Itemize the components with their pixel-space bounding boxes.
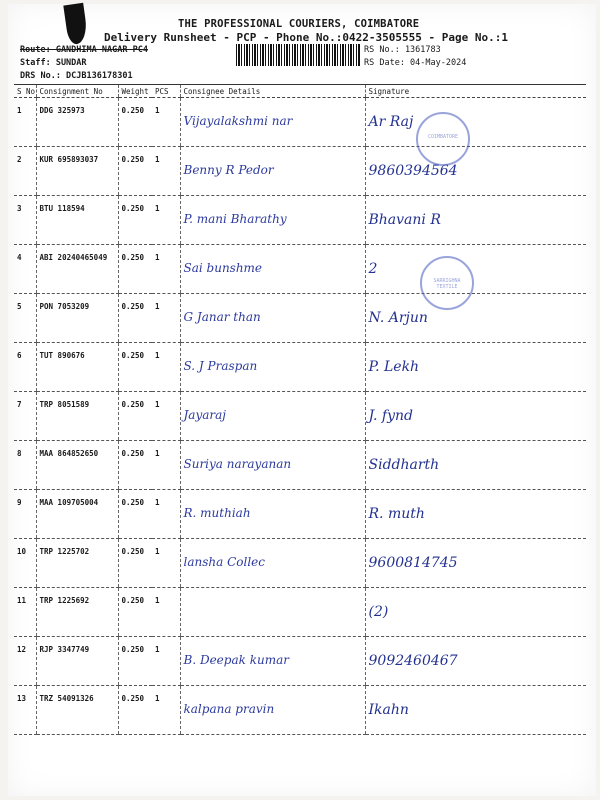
stamp-seal-2 — [420, 256, 474, 310]
delivery-table — [14, 84, 586, 735]
row-consignment: MAA 109705004 — [36, 490, 118, 539]
handwritten-consignee: P. mani Bharathy — [183, 212, 287, 226]
row-weight: 0.250 — [118, 490, 152, 539]
row-consignee — [180, 686, 365, 735]
handwritten-signature: 9600814745 — [368, 555, 458, 571]
handwritten-signature: N. Arjun — [368, 310, 428, 326]
row-sno: 6 — [14, 343, 36, 392]
row-sno: 5 — [14, 294, 36, 343]
row-sno: 9 — [14, 490, 36, 539]
route-label: Route: GANDHIMA NAGAR PC4 — [20, 45, 148, 55]
row-consignee — [180, 539, 365, 588]
row-consignment: TRP 1225702 — [36, 539, 118, 588]
barcode-icon — [236, 44, 360, 66]
row-weight: 0.250 — [118, 196, 152, 245]
row-sno: 3 — [14, 196, 36, 245]
row-sno: 2 — [14, 147, 36, 196]
handwritten-signature: R. muth — [368, 506, 425, 522]
row-consignee — [180, 147, 365, 196]
handwritten-consignee: Jayaraj — [183, 408, 227, 422]
row-sno: 10 — [14, 539, 36, 588]
row-weight: 0.250 — [118, 392, 152, 441]
row-consignee — [180, 441, 365, 490]
table-row — [14, 245, 586, 294]
row-consignee — [180, 245, 365, 294]
runsheet-subtitle: Delivery Runsheet - PCP - Phone No.:0422-3505555 - Page No.:1 — [104, 31, 508, 44]
row-consignee — [180, 196, 365, 245]
row-signature — [365, 490, 586, 539]
handwritten-signature: J. fynd — [368, 408, 413, 424]
row-consignee — [180, 98, 365, 147]
row-consignment: PON 7053209 — [36, 294, 118, 343]
row-sno: 11 — [14, 588, 36, 637]
row-pcs: 1 — [152, 196, 180, 245]
handwritten-consignee: kalpana pravin — [183, 702, 275, 716]
row-consignment: ABI 20240465049 — [36, 245, 118, 294]
stamp-1-text: COIMBATORE — [427, 134, 459, 140]
handwritten-consignee: lansha Collec — [183, 555, 265, 569]
row-signature — [365, 196, 586, 245]
handwritten-signature: 2 — [368, 261, 378, 277]
row-consignee — [180, 392, 365, 441]
drs-number: DRS No.: DCJB136178301 — [20, 71, 133, 81]
col-weight: Weight — [118, 85, 152, 98]
row-pcs: 1 — [152, 294, 180, 343]
row-pcs: 1 — [152, 637, 180, 686]
handwritten-signature: 9092460467 — [368, 653, 458, 669]
row-consignee — [180, 343, 365, 392]
handwritten-signature: Siddharth — [368, 457, 440, 473]
row-weight: 0.250 — [118, 343, 152, 392]
table-row — [14, 98, 586, 147]
col-consignment: Consignment No — [36, 85, 118, 98]
row-consignment: MAA 864852650 — [36, 441, 118, 490]
row-pcs: 1 — [152, 147, 180, 196]
runsheet-meta-right — [364, 44, 466, 70]
col-pcs: PCS — [152, 85, 180, 98]
row-consignment: RJP 3347749 — [36, 637, 118, 686]
table-row — [14, 196, 586, 245]
row-consignee — [180, 294, 365, 343]
stamp-seal-1 — [416, 112, 470, 166]
row-pcs: 1 — [152, 490, 180, 539]
row-consignment: BTU 118594 — [36, 196, 118, 245]
handwritten-signature: Ar Raj — [368, 114, 414, 130]
row-signature — [365, 294, 586, 343]
handwritten-consignee: Vijayalakshmi nar — [183, 114, 293, 128]
handwritten-consignee: G Janar than — [183, 310, 261, 324]
row-weight: 0.250 — [118, 147, 152, 196]
row-pcs: 1 — [152, 588, 180, 637]
row-sno: 4 — [14, 245, 36, 294]
table-row — [14, 686, 586, 735]
row-weight: 0.250 — [118, 686, 152, 735]
row-pcs: 1 — [152, 686, 180, 735]
row-weight: 0.250 — [118, 441, 152, 490]
row-signature — [365, 343, 586, 392]
table-row — [14, 637, 586, 686]
table-row — [14, 343, 586, 392]
col-consignee: Consignee Details — [180, 85, 365, 98]
staff-label: Staff: SUNDAR — [20, 58, 87, 68]
row-pcs: 1 — [152, 392, 180, 441]
handwritten-signature: 9860394564 — [368, 163, 458, 179]
table-row — [14, 147, 586, 196]
table-row — [14, 441, 586, 490]
row-consignment: TRP 1225692 — [36, 588, 118, 637]
row-weight: 0.250 — [118, 98, 152, 147]
handwritten-signature: Ikahn — [368, 702, 409, 718]
table-row — [14, 392, 586, 441]
row-sno: 7 — [14, 392, 36, 441]
table-row — [14, 490, 586, 539]
row-weight: 0.250 — [118, 294, 152, 343]
table-row — [14, 539, 586, 588]
row-pcs: 1 — [152, 539, 180, 588]
row-sno: 13 — [14, 686, 36, 735]
row-signature — [365, 588, 586, 637]
row-sno: 1 — [14, 98, 36, 147]
row-pcs: 1 — [152, 98, 180, 147]
company-title: THE PROFESSIONAL COURIERS, COIMBATORE — [178, 18, 420, 30]
handwritten-consignee: R. muthiah — [183, 506, 251, 520]
handwritten-signature: (2) — [368, 604, 389, 620]
runsheet-page — [8, 4, 596, 796]
col-signature: Signature — [365, 85, 586, 98]
stamp-2-text: SARRIGHNA TEXTILE — [433, 278, 461, 290]
rs-number: RS No.: 1361783 — [364, 45, 441, 55]
row-consignment: TUT 890676 — [36, 343, 118, 392]
row-consignment: TRP 8051589 — [36, 392, 118, 441]
handwritten-consignee: Suriya narayanan — [183, 457, 292, 471]
table-row — [14, 588, 586, 637]
rs-date: RS Date: 04-May-2024 — [364, 58, 467, 68]
row-signature — [365, 441, 586, 490]
row-signature — [365, 539, 586, 588]
row-weight: 0.250 — [118, 637, 152, 686]
row-signature — [365, 98, 586, 147]
row-sno: 12 — [14, 637, 36, 686]
col-sno: S No — [14, 85, 36, 98]
row-consignee — [180, 490, 365, 539]
row-weight: 0.250 — [118, 245, 152, 294]
row-sno: 8 — [14, 441, 36, 490]
row-consignee — [180, 637, 365, 686]
handwritten-signature: P. Lekh — [368, 359, 420, 375]
row-signature — [365, 686, 586, 735]
row-signature — [365, 392, 586, 441]
handwritten-signature: Bhavani R — [368, 212, 441, 228]
row-consignment: KUR 695893037 — [36, 147, 118, 196]
row-consignment: DDG 325973 — [36, 98, 118, 147]
handwritten-consignee: Sai bunshme — [183, 261, 263, 275]
row-consignment: TRZ 54091326 — [36, 686, 118, 735]
row-signature — [365, 637, 586, 686]
handwritten-consignee: Benny R Pedor — [183, 163, 274, 177]
runsheet-meta-left — [20, 44, 148, 83]
handwritten-consignee: B. Deepak kumar — [183, 653, 289, 667]
row-consignee — [180, 588, 365, 637]
row-pcs: 1 — [152, 245, 180, 294]
torn-corner — [63, 3, 88, 45]
row-signature — [365, 245, 586, 294]
table-row — [14, 294, 586, 343]
row-pcs: 1 — [152, 343, 180, 392]
row-weight: 0.250 — [118, 539, 152, 588]
row-pcs: 1 — [152, 441, 180, 490]
row-signature — [365, 147, 586, 196]
table-header-row — [14, 85, 586, 98]
handwritten-consignee: S. J Praspan — [183, 359, 258, 373]
row-weight: 0.250 — [118, 588, 152, 637]
